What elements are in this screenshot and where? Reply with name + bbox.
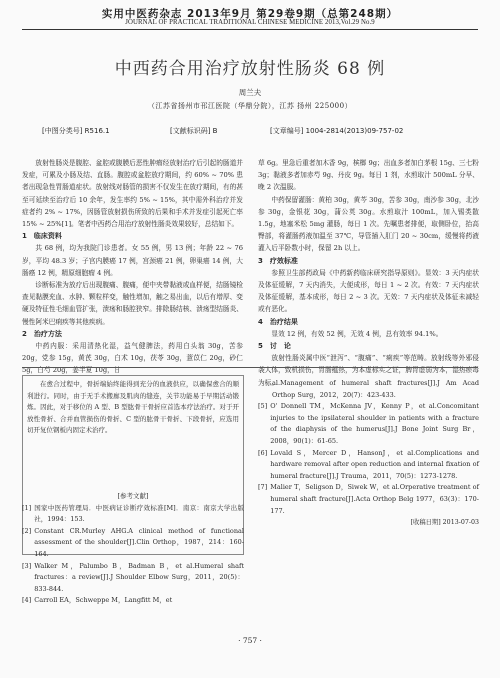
- page-number: · 757 ·: [238, 636, 262, 645]
- paragraph: 中药内服：采用清热化湿，益气健脾法，药用白头翁 30g，苦参 20g，党参 15g，黄芪 30g，白术 10g，茯苓 30g，薏苡仁 20g，砂仁 5g，白芍 20g，姜半夏 10g，甘: [22, 342, 243, 375]
- reference-item: [22, 561, 244, 596]
- section-divider: [22, 367, 478, 368]
- reference-item: [22, 595, 244, 607]
- body-right-column: [258, 157, 479, 389]
- paragraph: 中药保留灌肠：黄柏 30g，黄芩 30g，苦参 30g，南沙参 30g，北沙参 30g，金银花 30g，蒲公英 30g。水煎取汁 100mL，加入锡类散 1.5g，地塞米松 5mg 灌肠，每日 1 次。先嘱患者排便，取侧卧位，抬高臀部，将灌肠药液加温至 37℃，导管插入肛门 20 ~ 30cm，缓慢将药液灌入后平卧数小时，保留 2h 以上。: [258, 195, 479, 253]
- paragraph: 诊断标准为放疗后出现腹痛、腹痛，便中夹带黏液或血样便，结肠镜检查见黏膜充血、水肿、颗粒样变，触性增加，触之易出血，以后有增厚、变硬及特征性毛细血管扩张，溃疡和肠腔狭窄。排除肠结核、溃疡型结肠炎、慢性阿米巴痢疾等其他疾病。: [22, 281, 243, 326]
- reference-text: Malier T，Seligson D，Siwek W，et al.Orperative treatment of humeral shaft fracture[J].Acta Orthop Belg 1977，63(3)：170-177.: [270, 483, 479, 515]
- reference-number: [6]: [258, 448, 268, 457]
- article-number: [文章编号] 1004-2814(2013)09-757-02: [270, 127, 404, 135]
- reference-number: [1]: [22, 503, 32, 512]
- paragraph: 参照卫生部药政局《中药新药临床研究指导原则》。显效：3 天内症状及体征缓解，7 天内消失，大便成形，每日 1 ~ 2 次。有效：7 天内症状及体征缓解，基本成形，每日 2 ~ 3 次。无效：7 天内症状及体征未减轻或有恶化。: [258, 268, 479, 314]
- received-date: [收稿日期] 2013-07-03: [410, 519, 479, 527]
- reference-text: 国家中医药管理局．中医病证诊断疗效标准[M]．南京：南京大学出版社，1994：153.: [34, 503, 244, 524]
- doc-code: [文献标识码] B: [170, 127, 218, 135]
- reference-item: [258, 401, 479, 447]
- journal-title-en: JOURNAL OF PRACTICAL TRADITIONAL CHINESE MEDICINE 2013,Vol.29 No.9: [125, 19, 375, 26]
- article-author: 周兰夫: [238, 88, 262, 97]
- reference-text: Lovald S，Mercer D，HansonJ，et al.Complications and hardware removal after open reduction and internal fixation of humeral fracture[J].J Trauma，2011，70(5)：1273-1278.: [270, 448, 479, 480]
- section-heading: 2 治疗方法: [22, 329, 62, 338]
- reference-item: [258, 378, 479, 401]
- reference-item: [258, 448, 479, 483]
- reference-item: [22, 503, 244, 526]
- section-heading: 3 疗效标准: [258, 256, 298, 265]
- reference-item: [22, 526, 244, 561]
- body-left-column: [22, 157, 243, 377]
- reference-number: [5]: [258, 402, 268, 411]
- previous-article-continuation: [27, 379, 239, 437]
- reference-number: [7]: [258, 483, 268, 492]
- paragraph: 在愈合过程中，骨折端始终能得到充分的血液供应，以确保愈合的顺利进行。同时，由于无手术搬廊及肌肉的缝连，关节功能易于早期活动锻炼。因此，对于移位的 A 型、B 型肱骨干骨折应首选本疗法治疗。对于开放性骨折、合并血管损伤的骨折、C 型的肱骨干骨折、下段骨折，应选用切开复位钢板内固定术治疗。: [27, 380, 239, 435]
- reference-text: al.Management of humeral shaft fractures[J].J Am Acad Orthop Surg，2012，20(7)：423-433.: [272, 379, 479, 399]
- author-affiliation: （江苏省扬州市邗江医院（华鼎分院），江苏 扬州 225000）: [147, 102, 353, 110]
- paragraph: 显效 12 例，有效 52 例，无效 4 例，总有效率 94.1%。: [271, 329, 443, 338]
- reference-text: Walker M，Palumbo B，Badman B，et al.Humeral shaft fractures：a review[J].J Shoulder Elbow Surg，2011，20(5)：833-844.: [34, 561, 244, 593]
- reference-number: [3]: [22, 561, 32, 570]
- class-number: [中图分类号] R516.1: [42, 127, 110, 135]
- reference-item: [258, 482, 479, 517]
- header-divider: [22, 29, 478, 30]
- paragraph: 放射性肠炎属中医“泄泻”、“腹痛”、“痢疾”等范畴。放射线等外邪侵袭人体，致机损伤，胃肠蕴热，为本虚标实之证，脾胃虚弱为本，湿热瘀毒为标。: [258, 354, 479, 387]
- reference-text: Carroll EA，Schweppe M，Langfitt M，et: [34, 596, 173, 605]
- reference-number: [4]: [22, 596, 32, 605]
- paragraph: 草 6g。里急后重者加木香 9g，槟榔 9g；出血多者加白茅根 15g、三七粉 3g；黏液多者加赤芍 9g、丹皮 9g。每日 1 剂，水煎取汁 500mL 分早、晚 2 次温服。: [258, 159, 479, 192]
- reference-text: Constant CR.Murley AHG.A clinical method of functional assessment of the shoulder[J].Clin Orthop，1987，214：160-164.: [34, 526, 244, 558]
- paragraph: 共 68 例，均为我院门诊患者。女 55 例，男 13 例；年龄 22 ~ 76 岁，平均 48.3 岁；子宫内膜癌 17 例，宫颈癌 21 例，卵巢癌 14 例，大肠癌 12 例，精原细胞瘤 4 例。: [22, 244, 243, 277]
- paragraph: 放射性肠炎是腹腔、盆腔或腹膜后恶性肿瘤经放射治疗后引起的肠道并发症，可累及小肠及结、直肠。腹腔或盆腔放疗期间，约 60% ~ 70% 患者出现急性胃肠道症状。放射线对肠管的损害不仅发生在放疗期间，有的甚至可延续至治疗后 10 余年，发生率约 5% ~ 15%，其中需外科治疗并发症者约 2% ~ 17%，因肠管放射损伤所致的后果和手术并发症引起死亡率 15% ~ 25%[1]。笔者中西药合用治疗放射性肠炎效果较好，总结如下。: [22, 159, 243, 229]
- section-heading: 5 讨 论: [258, 342, 291, 351]
- references-heading: [参考文献]: [117, 492, 149, 500]
- reference-number: [2]: [22, 526, 32, 535]
- section-heading: 4 治疗结果: [258, 317, 298, 326]
- article-title: 中西药合用治疗放射性肠炎 68 例: [114, 59, 386, 79]
- section-heading: 1 临床资料: [22, 232, 62, 241]
- reference-text: O' Donnell TM，McKenna JV，Kenny P，et al.Concomitant injuries to the ipsilateral shoulder in patients with a fracture of the diaphysis of the humerus[J].J Bone Joint Surg Br，2008，90(1)：61-65.: [270, 402, 479, 445]
- references-left: [22, 491, 244, 607]
- reference-number: [258, 378, 269, 401]
- journal-title-cn: 实用中医药杂志 2013年9月 第29卷9期（总第248期）: [101, 8, 399, 20]
- references-right: [258, 378, 479, 529]
